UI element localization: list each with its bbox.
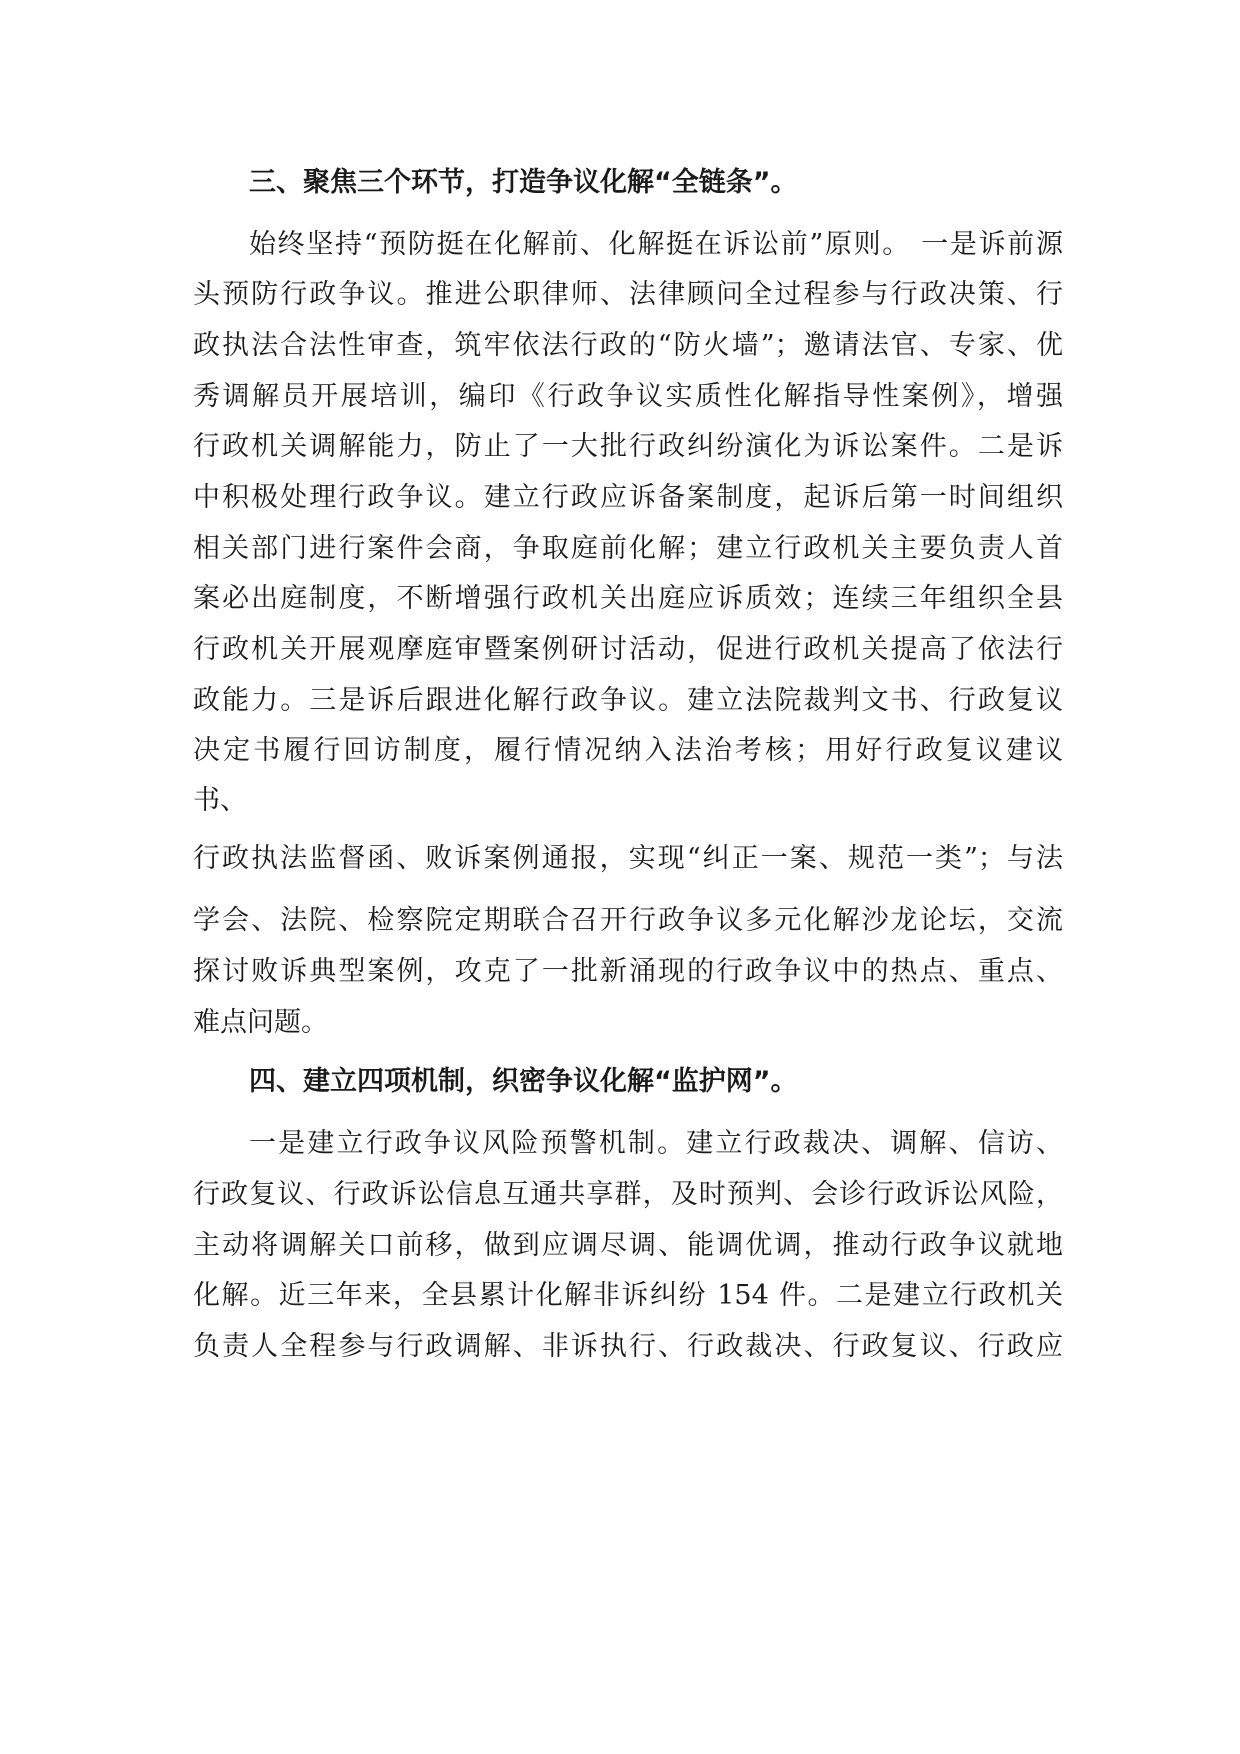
section-heading: 四、建立四项机制，织密争议化解“监护网”。 — [249, 1066, 798, 1097]
paragraph-line: 书、 — [193, 785, 247, 816]
paragraph-line: 案必出庭制度，不断增强行政机关出庭应诉质效；连续三年组织全县 — [193, 583, 1063, 614]
paragraph-line: 难点问题。 — [193, 1007, 328, 1038]
paragraph-line: 头预防行政争议。推进公职律师、法律顾问全过程参与行政决策、行 — [193, 279, 1063, 310]
paragraph-line: 始终坚持“预防挺在化解前、化解挺在诉讼前”原则。 一是诉前源 — [249, 229, 1063, 260]
paragraph-line: 政执法合法性审查，筑牢依法行政的“防火墙”；邀请法官、专家、优 — [193, 330, 1063, 361]
paragraph-line: 行政机关调解能力，防止了一大批行政纠纷演化为诉讼案件。二是诉 — [193, 431, 1063, 462]
paragraph-line: 中积极处理行政争议。建立行政应诉备案制度，起诉后第一时间组织 — [193, 482, 1063, 513]
paragraph-line: 主动将调解关口前移，做到应调尽调、能调优调，推动行政争议就地 — [193, 1230, 1063, 1261]
paragraph-line: 一是建立行政争议风险预警机制。建立行政裁决、调解、信访、 — [249, 1128, 1063, 1159]
paragraph-line: 相关部门进行案件会商，争取庭前化解；建立行政机关主要负责人首 — [193, 533, 1063, 564]
paragraph-line: 探讨败诉典型案例，攻克了一批新涌现的行政争议中的热点、重点、 — [193, 956, 1063, 987]
section-heading: 三、聚焦三个环节，打造争议化解“全链条”。 — [249, 167, 798, 198]
paragraph-line: 行政复议、行政诉讼信息互通共享群，及时预判、会诊行政诉讼风险， — [193, 1179, 1063, 1210]
paragraph-line: 行政机关开展观摩庭审暨案例研讨活动，促进行政机关提高了依法行 — [193, 634, 1063, 665]
paragraph-line: 秀调解员开展培训，编印《行政争议实质性化解指导性案例》，增强 — [193, 381, 1063, 412]
paragraph-line: 学会、法院、检察院定期联合召开行政争议多元化解沙龙论坛，交流 — [193, 905, 1063, 936]
paragraph-line: 决定书履行回访制度，履行情况纳入法治考核；用好行政复议建议 — [193, 735, 1063, 766]
paragraph-line: 化解。近三年来，全县累计化解非诉纠纷 154 件。二是建立行政机关 — [193, 1280, 1063, 1311]
paragraph-line: 行政执法监督函、败诉案例通报，实现“纠正一案、规范一类”；与法 — [193, 843, 1063, 874]
paragraph-line: 政能力。三是诉后跟进化解行政争议。建立法院裁判文书、行政复议 — [193, 685, 1063, 716]
paragraph-line: 负责人全程参与行政调解、非诉执行、行政裁决、行政复议、行政应 — [193, 1331, 1063, 1362]
